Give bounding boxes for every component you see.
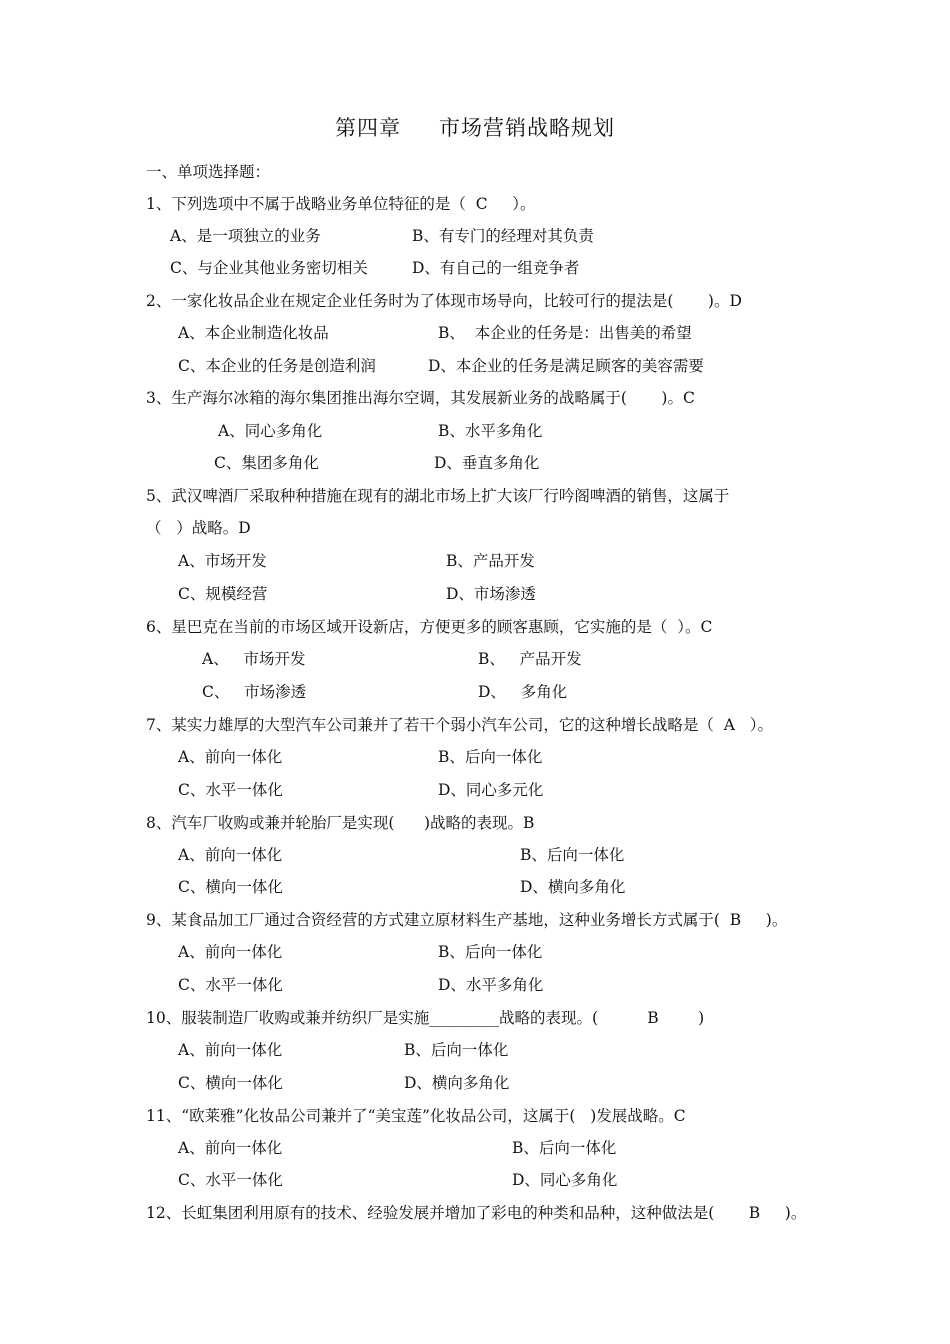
section-heading: 一、单项选择题： xyxy=(146,163,271,181)
chapter-title xyxy=(0,112,950,142)
option: B、有专门的经理对其负责 xyxy=(412,227,594,245)
option: C、水平一体化 xyxy=(178,976,283,994)
option: D、水平多角化 xyxy=(438,976,544,994)
option: A、是一项独立的业务 xyxy=(170,227,321,245)
option: B、后向一体化 xyxy=(438,748,543,766)
question-stem: 5、武汉啤酒厂采取种种措施在现有的湖北市场上扩大该厂行吟阁啤酒的销售，这属于 xyxy=(146,487,730,505)
option: A、同心多角化 xyxy=(218,422,323,440)
option: C、 市场渗透 xyxy=(202,683,307,701)
option: B、 产品开发 xyxy=(478,650,582,668)
option: B、后向一体化 xyxy=(512,1139,617,1157)
question-stem: 12、长虹集团利用原有的技术、经验发展并增加了彩电的种类和品种，这种做法是( B )。 xyxy=(146,1204,807,1222)
option: B、后向一体化 xyxy=(438,943,543,961)
option: B、 本企业的任务是：出售美的希望 xyxy=(438,324,692,342)
option: C、横向一体化 xyxy=(178,1074,283,1092)
option: B、水平多角化 xyxy=(438,422,543,440)
question-stem: 6、星巴克在当前的市场区域开设新店，方便更多的顾客惠顾，它实施的是（ ）。C xyxy=(146,618,713,636)
option: A、前向一体化 xyxy=(178,846,283,864)
question-stem: 2、一家化妆品企业在规定企业任务时为了体现市场导向，比较可行的提法是( )。D xyxy=(146,292,742,310)
option: C、与企业其他业务密切相关 xyxy=(170,259,368,277)
option: A、前向一体化 xyxy=(178,1041,283,1059)
option: C、水平一体化 xyxy=(178,781,283,799)
option: D、同心多角化 xyxy=(512,1171,618,1189)
option: A、前向一体化 xyxy=(178,943,283,961)
option: B、后向一体化 xyxy=(404,1041,509,1059)
option: C、规模经营 xyxy=(178,585,268,603)
question-stem: 11、“欧莱雅”化妆品公司兼并了“美宝莲”化妆品公司，这属于( )发展战略。C xyxy=(146,1107,686,1125)
option: A、 市场开发 xyxy=(202,650,306,668)
option: B、产品开发 xyxy=(446,552,535,570)
question-stem-continued: （ ）战略。D xyxy=(146,519,251,537)
question-stem: 3、生产海尔冰箱的海尔集团推出海尔空调，其发展新业务的战略属于( )。C xyxy=(146,389,695,407)
option: D、同心多元化 xyxy=(438,781,544,799)
question-stem: 7、某实力雄厚的大型汽车公司兼并了若干个弱小汽车公司，它的这种增长战略是（ A ）。 xyxy=(146,716,773,734)
option: A、前向一体化 xyxy=(178,748,283,766)
option: C、水平一体化 xyxy=(178,1171,283,1189)
option: B、后向一体化 xyxy=(520,846,625,864)
question-stem: 1、下列选项中不属于战略业务单位特征的是（ C ）。 xyxy=(146,195,536,213)
option: C、横向一体化 xyxy=(178,878,283,896)
option: D、垂直多角化 xyxy=(434,454,540,472)
question-stem: 9、某食品加工厂通过合资经营的方式建立原材料生产基地，这种业务增长方式属于( B )。 xyxy=(146,911,788,929)
option: D、横向多角化 xyxy=(404,1074,510,1092)
option: D、横向多角化 xyxy=(520,878,626,896)
option: D、有自己的一组竞争者 xyxy=(412,259,580,277)
option: C、集团多角化 xyxy=(214,454,319,472)
question-stem: 8、汽车厂收购或兼并轮胎厂是实现( )战略的表现。B xyxy=(146,814,535,832)
chapter-number: 第四章 xyxy=(335,116,401,140)
option: D、本企业的任务是满足顾客的美容需要 xyxy=(428,357,704,375)
option: D、 多角化 xyxy=(478,683,568,701)
option: A、本企业制造化妆品 xyxy=(178,324,329,342)
chapter-name: 市场营销战略规划 xyxy=(439,116,615,140)
option: A、前向一体化 xyxy=(178,1139,283,1157)
option: A、市场开发 xyxy=(178,552,267,570)
option: D、市场渗透 xyxy=(446,585,536,603)
question-stem: 10、服装制造厂收购或兼并纺织厂是实施_________战略的表现。( B ) xyxy=(146,1009,705,1027)
option: C、本企业的任务是创造利润 xyxy=(178,357,376,375)
